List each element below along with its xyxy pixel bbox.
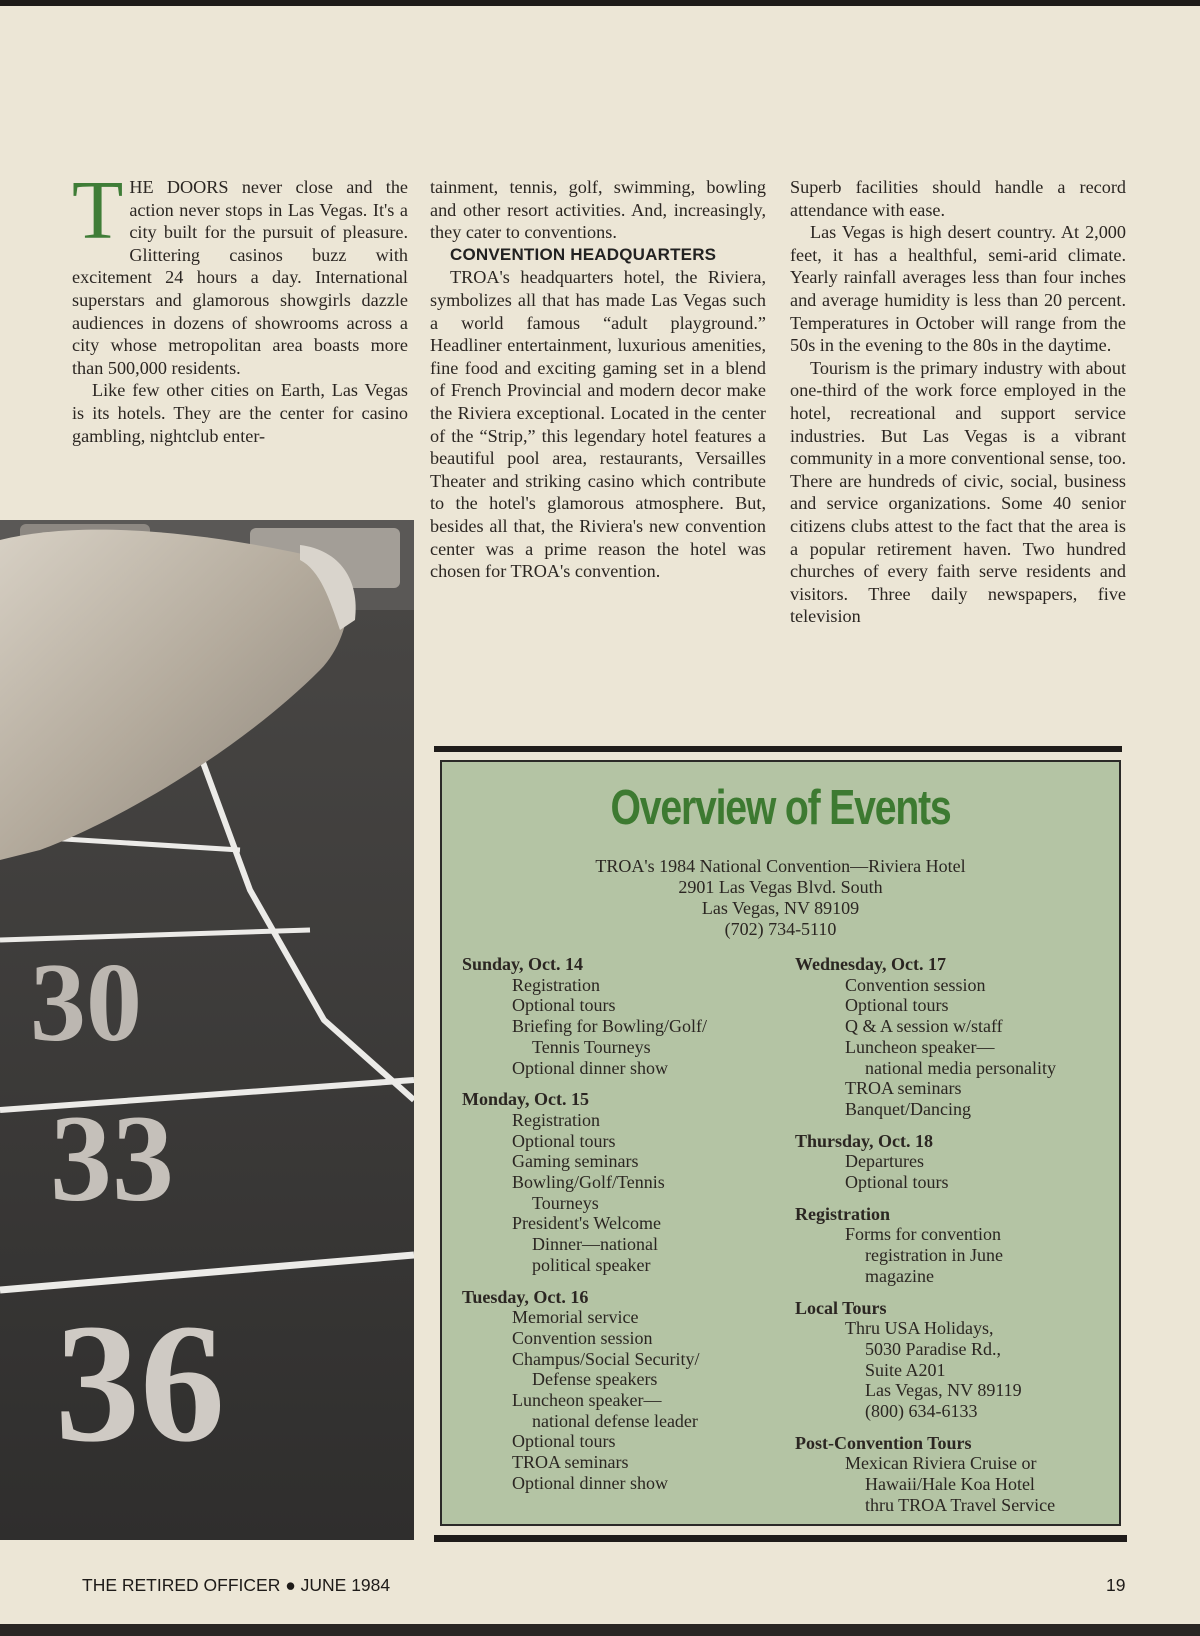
event-item: Bowling/Golf/Tennis [512, 1172, 665, 1193]
day-monday [462, 1089, 782, 1275]
magazine-footer: THE RETIRED OFFICER ● JUNE 1984 [82, 1575, 391, 1595]
paragraph-text: HE DOORS never close and the action never stops in Las Vegas. It's a city built for the pursuit of pleasure. Glittering casinos buzz with excitement 24 hours a day. International superstars and glamorous showgirls dazzle audiences in dozens of showrooms across a city whose metropolitan area boasts more than 500,000 residents. [72, 177, 408, 378]
event-item: Convention session [845, 974, 986, 995]
day-heading: Thursday, Oct. 18 [795, 1130, 934, 1151]
events-box [440, 760, 1121, 1526]
article-paragraph: Las Vegas is high desert country. At 2,000 feet, it has a healthful, semi-arid climate. Yearly rainfall averages less than four inches and average humidity is less than 20 percent. Temperatures in October will range from the 50s in the evening to the 80s in the daytime. [790, 222, 1126, 356]
event-item: Mexican Riviera Cruise or [845, 1453, 1037, 1474]
roulette-number: 33 [50, 1090, 174, 1227]
event-item: Thru USA Holidays, [845, 1318, 994, 1339]
page-number: 19 [1106, 1575, 1126, 1595]
events-bottom-rule [434, 1535, 1127, 1542]
article-paragraph: Tourism is the primary industry with about one-third of the work force employed in the hotel, recreational and support service industries. But Las Vegas is a vibrant community in a more conventional sense, too. There are hundreds of civic, social, business and service organizations. Some 40 senior citizens clubs attest to the fact that the area is a popular retirement haven. Two hundred churches of every faith serve residents and visitors. Three daily newspapers, five television [790, 357, 1126, 627]
section-registration [795, 1204, 1115, 1287]
article-paragraph [72, 164, 408, 379]
event-item: Memorial service [512, 1307, 639, 1328]
article-paragraph: Superb facilities should handle a record attendance with ease. [790, 177, 1126, 220]
event-item: Optional tours [512, 1130, 616, 1151]
events-address [442, 856, 1119, 940]
day-tuesday [462, 1287, 782, 1494]
event-item: registration in June [865, 1245, 1003, 1266]
day-wednesday [795, 954, 1115, 1120]
day-heading: Monday, Oct. 15 [462, 1089, 590, 1110]
events-right-column [795, 954, 1115, 1527]
event-item: TROA seminars [845, 1078, 962, 1099]
article-paragraph: tainment, tennis, golf, swimming, bowling and other resort activities. And, increasingly, they cater to conventions. [430, 177, 766, 243]
event-item: Q & A session w/staff [845, 1016, 1003, 1037]
event-item: Forms for convention [845, 1224, 1001, 1245]
roulette-number: 36 [55, 1289, 225, 1477]
event-item: Optional tours [512, 995, 616, 1016]
event-item: Registration [512, 1109, 600, 1130]
event-item: Luncheon speaker— [845, 1036, 995, 1057]
event-item: Optional tours [845, 995, 949, 1016]
events-title: Overview of Events [610, 781, 951, 835]
event-item: Tennis Tourneys [532, 1036, 651, 1057]
event-item: Convention session [512, 1327, 653, 1348]
event-item: Luncheon speaker— [512, 1390, 662, 1411]
event-item: Las Vegas, NV 89119 [865, 1380, 1022, 1401]
event-item: Defense speakers [532, 1369, 658, 1390]
day-sunday [462, 954, 782, 1078]
event-item: magazine [865, 1265, 934, 1286]
event-item: TROA seminars [512, 1452, 629, 1473]
event-item: Gaming seminars [512, 1151, 639, 1172]
address-line: (702) 734-5110 [724, 919, 837, 939]
event-item: 5030 Paradise Rd., [865, 1338, 1001, 1359]
article-column-2 [430, 176, 766, 583]
event-item: national media personality [865, 1057, 1056, 1078]
event-item: Suite A201 [865, 1359, 946, 1380]
roulette-table-photo [0, 520, 414, 1540]
event-item: Optional tours [512, 1431, 616, 1452]
roulette-photo-svg [0, 520, 414, 1540]
day-heading: Wednesday, Oct. 17 [795, 954, 947, 974]
event-item: Banquet/Dancing [845, 1098, 971, 1119]
event-item: Optional tours [845, 1172, 949, 1193]
roulette-number: 30 [30, 941, 142, 1065]
event-item: Champus/Social Security/ [512, 1348, 700, 1369]
event-item: President's Welcome [512, 1213, 661, 1234]
article-column-1 [72, 164, 408, 447]
day-thursday [795, 1131, 1115, 1193]
article-column-3 [790, 176, 1126, 628]
bottom-edge [0, 1624, 1200, 1636]
event-item: Optional dinner show [512, 1472, 668, 1493]
events-top-rule [434, 746, 1122, 752]
event-item: (800) 634-6133 [865, 1401, 978, 1422]
section-subhead: CONVENTION HEADQUARTERS [450, 244, 717, 264]
section-local-tours [795, 1298, 1115, 1422]
event-item: national defense leader [532, 1410, 698, 1431]
drop-cap: T [72, 164, 124, 257]
event-item: thru TROA Travel Service [865, 1494, 1056, 1515]
day-heading: Sunday, Oct. 14 [462, 954, 584, 974]
event-item: Registration [512, 974, 600, 995]
events-left-column [462, 954, 782, 1505]
article-paragraph: TROA's headquarters hotel, the Riviera, symbolizes all that has made Las Vegas such a world famous “adult playground.” Headliner entertainment, luxurious amenities, fine food and exciting gaming set in a blend of French Provincial and modern decor make the Riviera exceptional. Located in the center of the “Strip,” this legendary hotel features a beautiful pool area, restaurants, Versailles Theater and striking casino which contribute to the hotel's glamorous atmosphere. But, besides all that, the Riviera's new convention center was a prime reason the hotel was chosen for TROA's convention. [430, 267, 766, 582]
top-edge-rule [0, 0, 1200, 6]
event-item: political speaker [532, 1254, 651, 1275]
article-paragraph: Like few other cities on Earth, Las Vegas is its hotels. They are the center for casino gambling, nightclub enter- [72, 380, 408, 446]
event-item: Optional dinner show [512, 1057, 668, 1078]
section-post-convention-tours [795, 1433, 1115, 1516]
event-item: Hawaii/Hale Koa Hotel [865, 1474, 1035, 1495]
address-line: 2901 Las Vegas Blvd. South [678, 877, 883, 897]
event-item: Tourneys [532, 1192, 599, 1213]
section-heading: Post-Convention Tours [795, 1432, 972, 1453]
day-heading: Tuesday, Oct. 16 [462, 1286, 589, 1307]
address-line: Las Vegas, NV 89109 [701, 898, 860, 918]
event-item: Briefing for Bowling/Golf/ [512, 1016, 707, 1037]
section-heading: Registration [795, 1203, 890, 1224]
event-item: Departures [845, 1151, 924, 1172]
address-line: TROA's 1984 National Convention—Riviera Hotel [595, 856, 966, 876]
section-heading: Local Tours [795, 1297, 887, 1318]
event-item: Dinner—national [532, 1234, 658, 1255]
